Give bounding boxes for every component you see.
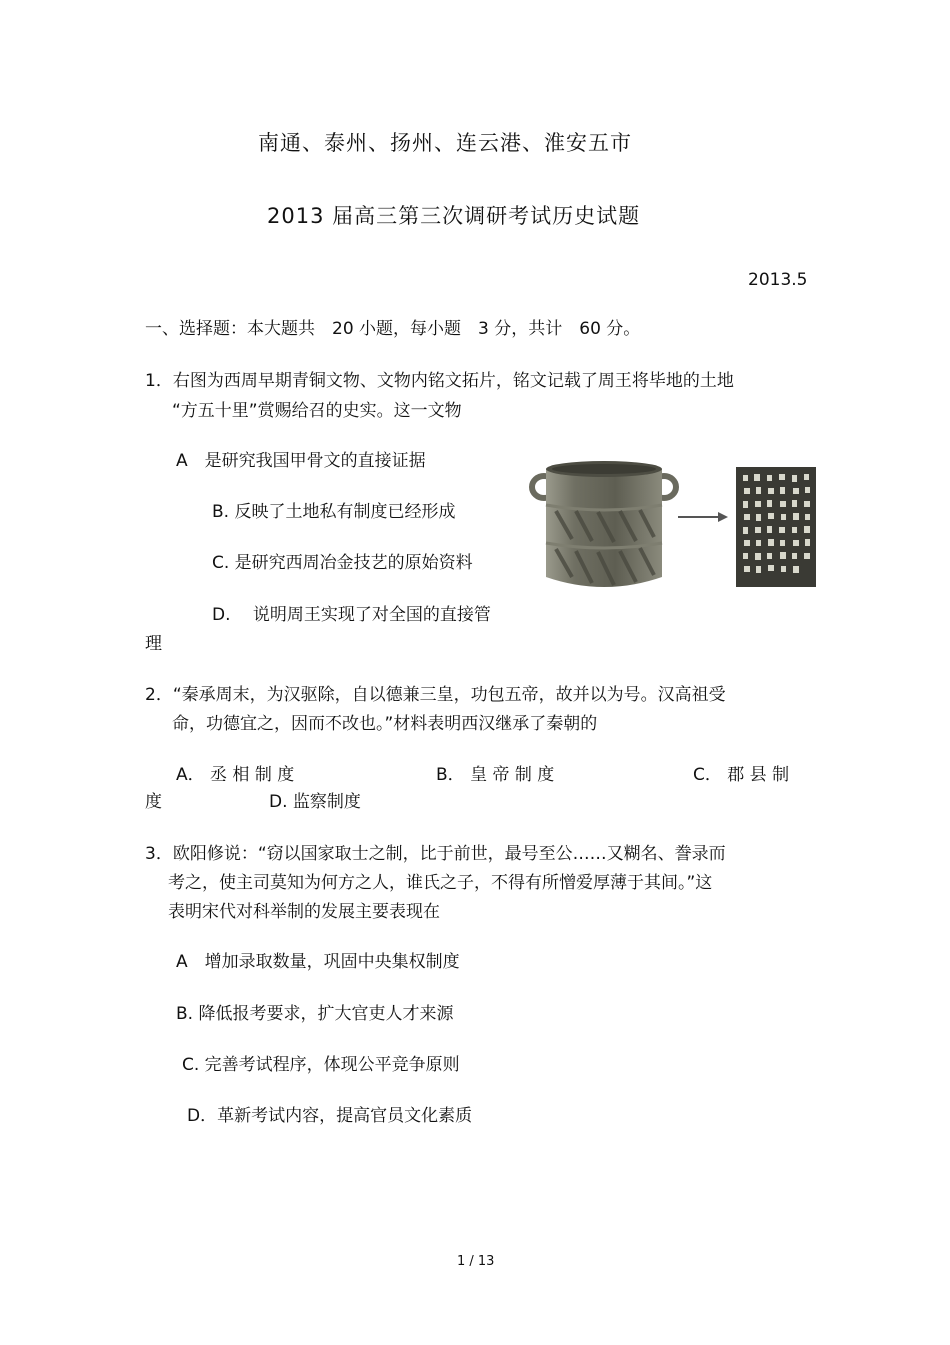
q1-option-c[interactable]: C. 是研究西周冶金技艺的原始资料 [212,553,473,573]
q1-option-d-wrap: 理 [145,634,162,654]
bronze-vessel-figure [528,455,828,600]
exam-date: 2013.5 [748,270,808,290]
q3-stem-line1: 3．欧阳修说：“窃以国家取士之制，比于前世，最号至公……又糊名、誊录而 [145,844,726,864]
q2-option-c-wrap: 度 [145,792,162,812]
q3-option-a[interactable]: A 增加录取数量，巩固中央集权制度 [176,952,460,972]
q1-option-d[interactable]: D. 说明周王实现了对全国的直接管 [212,605,491,625]
q1-option-b[interactable]: B. 反映了土地私有制度已经形成 [212,502,456,522]
q3-stem-line3: 表明宋代对科举制的发展主要表现在 [168,902,440,922]
q2-stem-line2: 命，功德宜之，因而不改也。”材料表明西汉继承了秦朝的 [172,714,598,734]
q2-stem-line1: 2．“秦承周末，为汉驱除，自以德兼三皇，功包五帝，故并以为号。汉高祖受 [145,685,726,705]
page-title-line1: 南通、泰州、扬州、连云港、淮安五市 [258,131,632,155]
inscription-rubbing [736,467,816,587]
bronze-vessel [532,461,676,587]
q2-option-a[interactable]: A． 丞 相 制 度 [176,765,295,785]
q3-option-d[interactable]: D．革新考试内容，提高官员文化素质 [187,1106,473,1126]
q3-stem-line2: 考之，使主司莫知为何方之人，谁氏之子，不得有所憎爱厚薄于其间。”这 [168,873,713,893]
section-heading: 一、选择题：本大题共 20 小题，每小题 3 分，共计 60 分。 [145,319,641,339]
q2-option-c[interactable]: C． 郡 县 制 [693,765,790,785]
arrow-icon [678,512,728,522]
page-number: 1 / 13 [457,1254,495,1269]
q3-option-b[interactable]: B. 降低报考要求，扩大官吏人才来源 [176,1004,454,1024]
q3-option-c[interactable]: C. 完善考试程序，体现公平竞争原则 [182,1055,460,1075]
q1-stem-line2: “方五十里”赏赐给召的史实。这一文物 [172,401,462,421]
q2-option-b[interactable]: B． 皇 帝 制 度 [436,765,555,785]
q2-option-d[interactable]: D. 监察制度 [269,792,361,812]
q1-option-a[interactable]: A 是研究我国甲骨文的直接证据 [176,451,426,471]
page-title-line2: 2013 届高三第三次调研考试历史试题 [267,204,641,228]
q1-stem-line1: 1．右图为西周早期青铜文物、文物内铭文拓片，铭文记载了周王将毕地的土地 [145,371,734,391]
